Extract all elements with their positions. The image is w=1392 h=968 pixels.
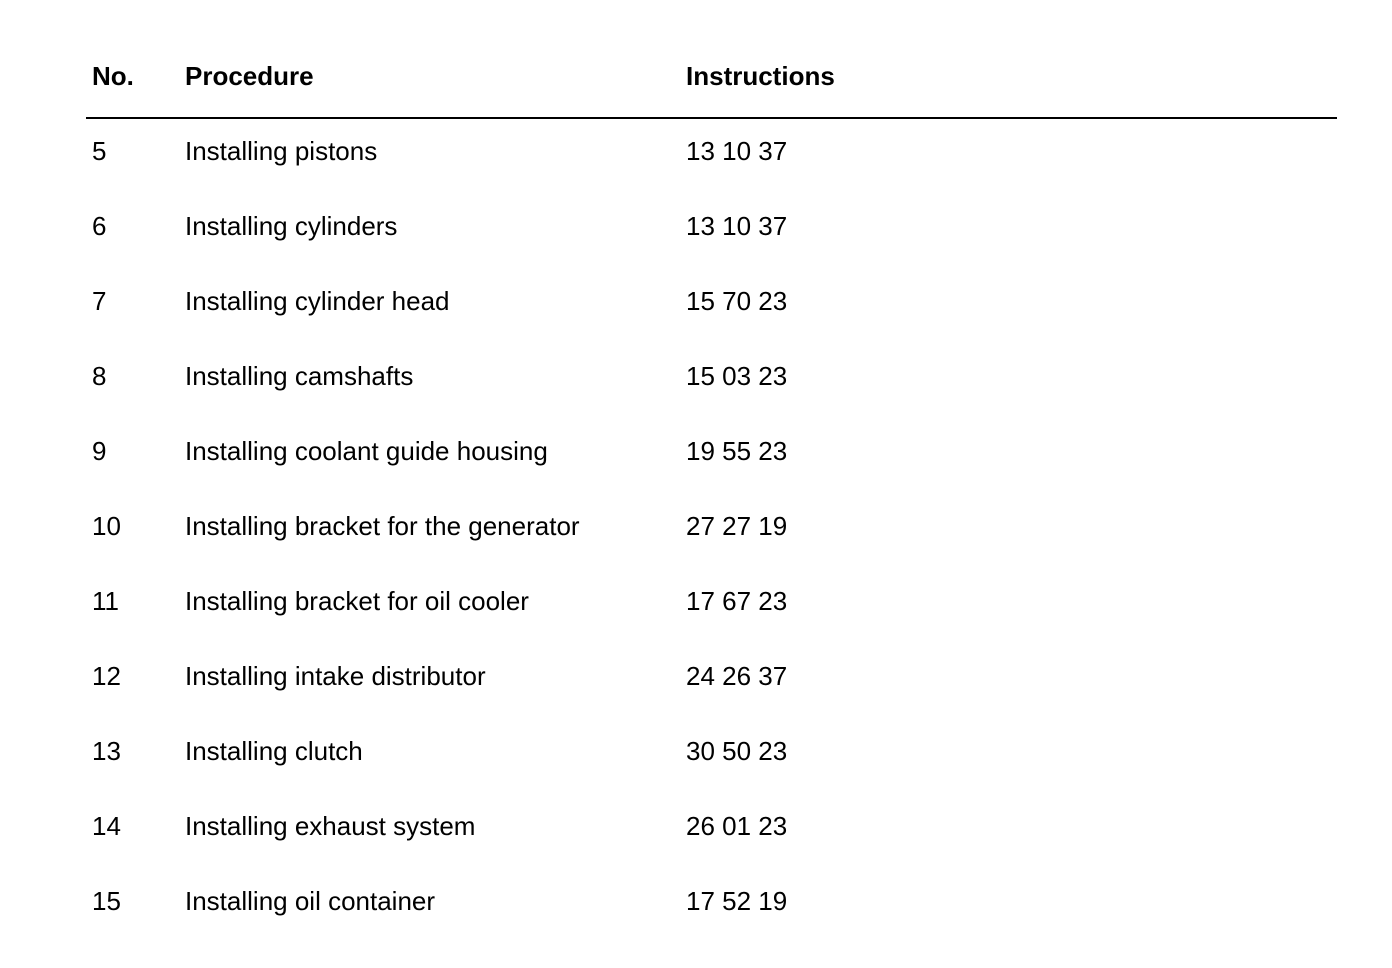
row-instructions: 17 67 23 [686, 586, 788, 616]
table-row [0, 733, 1392, 769]
table-row [0, 133, 1392, 169]
row-no: 15 [92, 886, 121, 916]
table-row [0, 433, 1392, 469]
row-procedure: Installing exhaust system [185, 811, 476, 841]
row-no: 9 [92, 436, 107, 466]
table-row [0, 283, 1392, 319]
row-procedure: Installing pistons [185, 136, 378, 166]
row-no: 6 [92, 211, 107, 241]
header-divider [86, 117, 1337, 119]
table-row [0, 508, 1392, 544]
row-instructions: 13 10 37 [686, 211, 788, 241]
row-procedure: Installing cylinders [185, 211, 398, 241]
row-no: 10 [92, 511, 121, 541]
table-row [0, 883, 1392, 919]
table-row [0, 358, 1392, 394]
row-no: 7 [92, 286, 107, 316]
header-procedure: Procedure [185, 61, 314, 91]
row-instructions: 15 70 23 [686, 286, 788, 316]
table-header [0, 58, 1392, 94]
row-no: 8 [92, 361, 107, 391]
row-procedure: Installing oil container [185, 886, 436, 916]
row-no: 5 [92, 136, 107, 166]
row-instructions: 13 10 37 [686, 136, 788, 166]
table-row [0, 658, 1392, 694]
row-instructions: 26 01 23 [686, 811, 788, 841]
row-procedure: Installing camshafts [185, 361, 414, 391]
header-instructions: Instructions [686, 61, 835, 91]
row-no: 12 [92, 661, 121, 691]
row-instructions: 24 26 37 [686, 661, 788, 691]
header-no: No. [92, 61, 134, 91]
row-instructions: 15 03 23 [686, 361, 788, 391]
row-procedure: Installing bracket for the generator [185, 511, 580, 541]
table-row [0, 808, 1392, 844]
row-procedure: Installing coolant guide housing [185, 436, 548, 466]
row-no: 14 [92, 811, 121, 841]
row-procedure: Installing bracket for oil cooler [185, 586, 529, 616]
row-instructions: 27 27 19 [686, 511, 788, 541]
row-procedure: Installing clutch [185, 736, 363, 766]
table-row [0, 208, 1392, 244]
row-instructions: 17 52 19 [686, 886, 788, 916]
row-no: 11 [92, 586, 119, 616]
row-procedure: Installing cylinder head [185, 286, 450, 316]
row-no: 13 [92, 736, 121, 766]
row-procedure: Installing intake distributor [185, 661, 486, 691]
row-instructions: 30 50 23 [686, 736, 788, 766]
table-row [0, 583, 1392, 619]
row-instructions: 19 55 23 [686, 436, 788, 466]
